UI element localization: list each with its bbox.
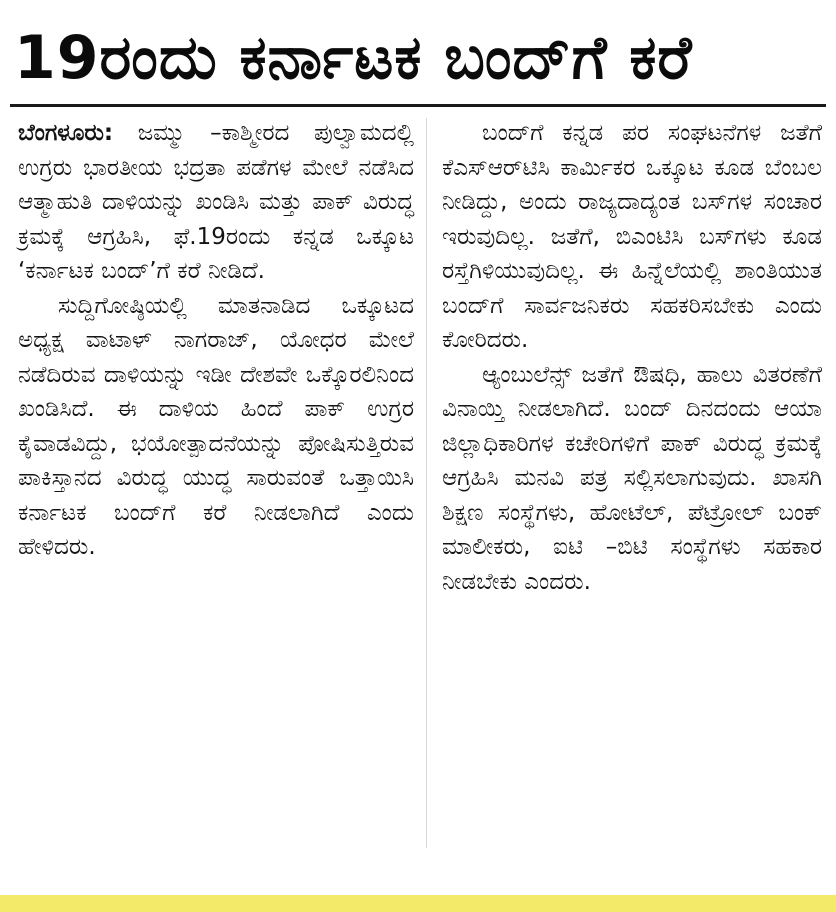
right-column [442, 116, 822, 599]
headline-rule [10, 104, 826, 107]
headline: 19ರಂದು ಕರ್ನಾಟಕ ಬಂದ್‌ಗೆ ಕರೆ [14, 23, 693, 93]
footer-band [0, 895, 836, 912]
paragraph-1-text: ಜಮ್ಮು –ಕಾಶ್ಮೀರದ ಪುಲ್ವಾಮದಲ್ಲಿ ಉಗ್ರರು ಭಾರತೀಯ ಭದ್ರತಾ ಪಡೆಗಳ ಮೇಲೆ ನಡೆಸಿದ ಆತ್ಮಾಹುತಿ ದಾಳಿಯನ್ನು ಖಂಡಿಸಿ ಮತ್ತು ಪಾಕ್ ವಿರುದ್ಧ ಕ್ರಮಕ್ಕೆ ಆಗ್ರಹಿಸಿ, ಫೆ.19ರಂದು ಕನ್ನಡ ಒಕ್ಕೂಟ ‘ಕರ್ನಾಟಕ ಬಂದ್’ಗೆ ಕರೆ ನೀಡಿದೆ. [18, 120, 414, 284]
dateline: ಬೆಂಗಳೂರು: [18, 120, 114, 146]
left-column [18, 116, 414, 565]
paragraph-2: ಸುದ್ದಿಗೋಷ್ಠಿಯಲ್ಲಿ ಮಾತನಾಡಿದ ಒಕ್ಕೂಟದ ಅಧ್ಯಕ್ಷ ವಾಟಾಳ್ ನಾಗರಾಜ್, ಯೋಧರ ಮೇಲೆ ನಡೆದಿರುವ ದಾಳಿಯನ್ನು ಇಡೀ ದೇಶವೇ ಒಕ್ಕೊರಲಿನಿಂದ ಖಂಡಿಸಿದೆ. ಈ ದಾಳಿಯ ಹಿಂದೆ ಪಾಕ್ ಉಗ್ರರ ಕೈವಾಡವಿದ್ದು, ಭಯೋತ್ಪಾದನೆಯನ್ನು ಪೋಷಿಸುತ್ತಿರುವ ಪಾಕಿಸ್ತಾನದ ವಿರುದ್ಧ ಯುದ್ಧ ಸಾರುವಂತೆ ಒತ್ತಾಯಿಸಿ ಕರ್ನಾಟಕ ಬಂದ್‌ಗೆ ಕರೆ ನೀಡಲಾಗಿದೆ ಎಂದು ಹೇಳಿದರು. [18, 292, 414, 560]
paragraph-1 [18, 116, 414, 289]
paragraph-4: ಆ್ಯಂಬುಲೆನ್ಸ್ ಜತೆಗೆ ಔಷಧಿ, ಹಾಲು ವಿತರಣೆಗೆ ವಿನಾಯ್ತಿ ನೀಡಲಾಗಿದೆ. ಬಂದ್ ದಿನದಂದು ಆಯಾ ಜಿಲ್ಲಾಧಿಕಾರಿಗಳ ಕಚೇರಿಗಳಿಗೆ ಪಾಕ್ ವಿರುದ್ಧ ಕ್ರಮಕ್ಕೆ ಆಗ್ರಹಿಸಿ ಮನವಿ ಪತ್ರ ಸಲ್ಲಿಸಲಾಗುವುದು. ಖಾಸಗಿ ಶಿಕ್ಷಣ ಸಂಸ್ಥೆಗಳು, ಹೋಟೆಲ್, ಪೆಟ್ರೋಲ್ ಬಂಕ್ ಮಾಲೀಕರು, ಐಟಿ –ಬಿಟಿ ಸಂಸ್ಥೆಗಳು ಸಹಕಾರ ನೀಡಬೇಕು ಎಂದರು. [442, 361, 822, 595]
column-divider [426, 118, 427, 848]
paragraph-3: ಬಂದ್‌ಗೆ ಕನ್ನಡ ಪರ ಸಂಘಟನೆಗಳ ಜತೆಗೆ ಕೆಎಸ್‌ಆರ್‌ಟಿಸಿ ಕಾರ್ಮಿಕರ ಒಕ್ಕೂಟ ಕೂಡ ಬೆಂಬಲ ನೀಡಿದ್ದು, ಅಂದು ರಾಜ್ಯದಾದ್ಯಂತ ಬಸ್‌ಗಳ ಸಂಚಾರ ಇರುವುದಿಲ್ಲ. ಜತೆಗೆ, ಬಿಎಂಟಿಸಿ ಬಸ್‌ಗಳು ಕೂಡ ರಸ್ತೆಗಿಳಿಯುವುದಿಲ್ಲ. ಈ ಹಿನ್ನೆಲೆಯಲ್ಲಿ ಶಾಂತಿಯುತ ಬಂದ್‌ಗೆ ಸಾರ್ವಜನಿಕರು ಸಹಕರಿಸಬೇಕು ಎಂದು ಕೋರಿದರು. [442, 120, 822, 353]
